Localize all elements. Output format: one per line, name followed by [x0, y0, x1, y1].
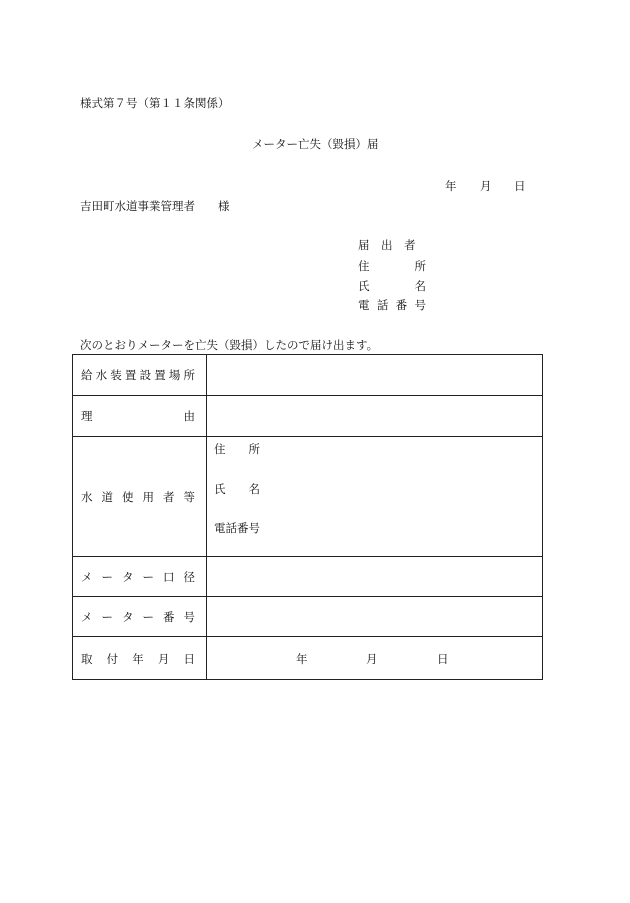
statement-text: 次のとおりメーターを亡失（毀損）したので届け出ます。 [80, 338, 379, 352]
label-install-date-char-1: 取 [81, 652, 93, 666]
label-install-date-char-4: 月 [157, 652, 170, 666]
label-water-user-char-5: 者 [163, 490, 175, 504]
table-row-reason [73, 395, 542, 437]
label-meter-diameter-char-3: タ [122, 570, 134, 584]
document-title: メーター亡失（毀損）届 [252, 137, 379, 151]
label-meter-diameter-char-2: ー [101, 570, 113, 584]
label-installation-location-char-1: 給 [81, 368, 93, 382]
date-month-label: 月 [480, 179, 492, 193]
label-meter-number [81, 610, 195, 624]
label-installation-location-char-5: 設 [139, 368, 152, 382]
label-reason-char-1: 理 [81, 409, 93, 423]
label-water-user [81, 490, 195, 504]
table-row-meter-number [73, 596, 542, 637]
label-meter-diameter-char-1: メ [81, 570, 93, 584]
label-meter-diameter-char-5: 口 [163, 570, 175, 584]
label-meter-number-char-6: 号 [183, 610, 195, 624]
form-number: 様式第７号（第１１条関係） [80, 96, 230, 110]
table-row-water-user [73, 436, 542, 557]
label-installation-location-char-8: 所 [183, 368, 195, 382]
label-reason [81, 409, 195, 423]
notifier-address-char-2: 所 [414, 259, 426, 273]
install-date-day-label: 日 [437, 652, 449, 666]
label-installation-location-char-4: 置 [124, 368, 137, 382]
notifier-phone-char-1: 電 [358, 298, 370, 312]
notifier-address-label [358, 259, 426, 273]
table-row-install-date [73, 636, 542, 681]
label-meter-diameter-char-6: 径 [183, 570, 195, 584]
label-meter-number-char-2: ー [101, 610, 113, 624]
notifier-name-label [358, 279, 426, 293]
notifier-name-char-2: 名 [414, 279, 426, 293]
date-day-label: 日 [514, 179, 526, 193]
notifier-heading-text: 届 出 者 [358, 238, 416, 252]
label-water-user-char-2: 道 [101, 490, 113, 504]
label-meter-number-char-4: ー [142, 610, 154, 624]
label-meter-number-char-5: 番 [163, 610, 175, 624]
notifier-address-char-1: 住 [358, 259, 370, 273]
label-water-user-char-1: 水 [81, 490, 93, 504]
label-install-date [81, 652, 195, 666]
table-row-meter-diameter [73, 556, 542, 597]
notifier-phone-char-4: 号 [414, 298, 426, 312]
install-date-month-label: 月 [366, 652, 378, 666]
notifier-name-char-1: 氏 [358, 279, 370, 293]
label-installation-location-char-3: 装 [110, 368, 122, 382]
install-date-year-label: 年 [296, 652, 308, 666]
label-installation-location-char-6: 置 [154, 368, 166, 382]
label-installation-location-char-7: 場 [168, 368, 181, 382]
notifier-phone-label [358, 298, 426, 312]
water-user-phone-label: 電話番号 [214, 521, 260, 535]
date-year-label: 年 [445, 179, 457, 193]
label-meter-number-char-1: メ [81, 610, 93, 624]
notification-table [72, 354, 543, 680]
label-install-date-char-5: 日 [183, 652, 195, 666]
notifier-phone-char-3: 番 [395, 298, 408, 312]
label-meter-number-char-3: タ [122, 610, 134, 624]
label-meter-diameter [81, 570, 195, 584]
label-install-date-char-3: 年 [132, 652, 144, 666]
label-installation-location [81, 368, 195, 382]
notifier-heading [358, 238, 426, 252]
notifier-phone-char-2: 話 [376, 298, 389, 312]
water-user-name-label: 氏 名 [214, 482, 260, 496]
label-water-user-char-3: 使 [122, 490, 134, 504]
label-water-user-char-4: 用 [142, 490, 154, 504]
addressee: 吉田町水道事業管理者 様 [80, 199, 230, 213]
label-installation-location-char-2: 水 [95, 368, 108, 382]
label-install-date-char-2: 付 [106, 652, 119, 666]
label-water-user-char-6: 等 [183, 490, 195, 504]
table-row-installation-location [73, 355, 542, 395]
label-reason-char-2: 由 [183, 409, 195, 423]
water-user-address-label: 住 所 [214, 442, 260, 456]
label-meter-diameter-char-4: ー [142, 570, 154, 584]
